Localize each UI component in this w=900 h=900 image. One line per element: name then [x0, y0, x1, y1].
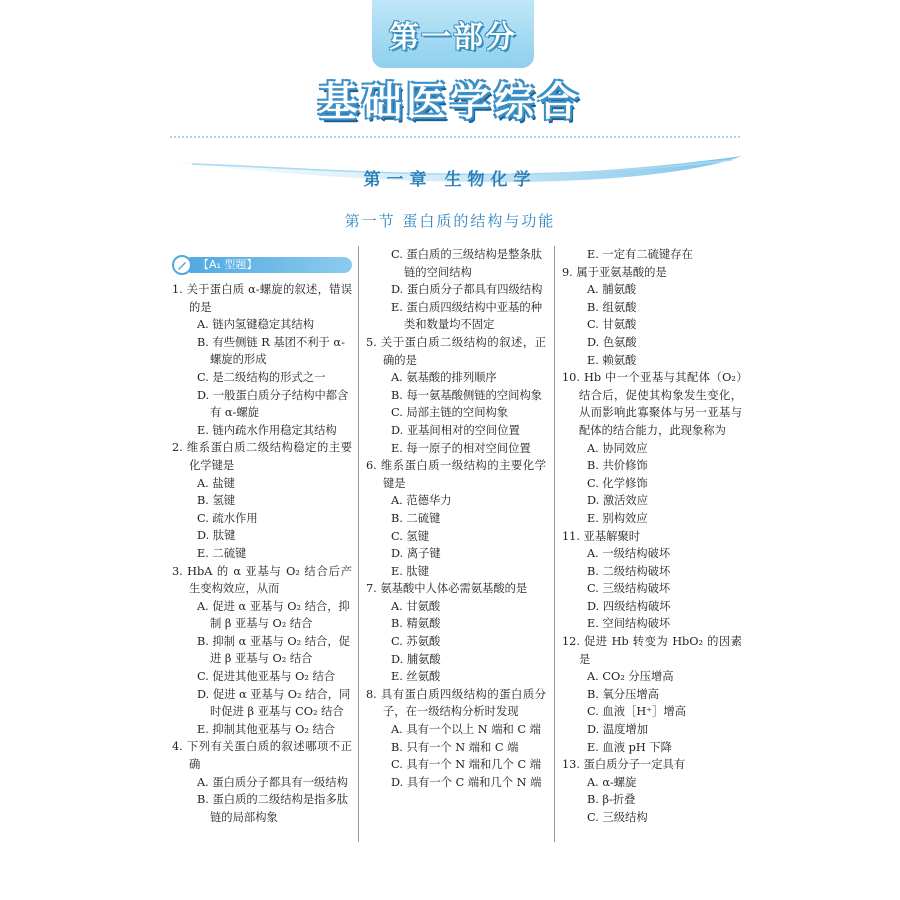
question-stem: 10. Hb 中一个亚基与其配体（O₂）结合后，促使其构象发生变化，从而影响此寡聚体与另一亚基与配体的结合能力，此现象称为	[562, 371, 742, 437]
option: C. 苏氨酸	[391, 635, 441, 649]
option: E. 链内疏水作用稳定其结构	[197, 423, 337, 437]
option: B. 氧分压增高	[587, 687, 659, 701]
option: C. 化学修饰	[587, 476, 648, 490]
option: A. 蛋白质分子都具有一级结构	[197, 775, 348, 789]
section-title: 第一节 蛋白质的结构与功能	[344, 212, 556, 230]
question-type-label: 【A₁ 型题】	[198, 258, 258, 271]
option: E. 一定有二硫键存在	[587, 248, 693, 261]
option: A. 盐键	[197, 476, 235, 490]
option: B. 二级结构破坏	[587, 564, 671, 578]
part-title: 第一部分	[389, 20, 517, 55]
option: A. 范德华力	[391, 494, 452, 508]
question-stem: 13. 蛋白质分子一定具有	[562, 758, 686, 772]
option: C. 血液［H⁺］增高	[587, 705, 687, 719]
option: D. 激活效应	[587, 494, 649, 508]
option: A. 协同效应	[587, 441, 648, 455]
option: B. β-折叠	[587, 793, 636, 807]
option: C. 氢键	[391, 529, 430, 543]
option: C. 三级结构破坏	[587, 582, 671, 596]
option: D. 温度增加	[587, 723, 649, 737]
question-stem: 7. 氨基酸中人体必需氨基酸的是	[366, 582, 528, 596]
question-stem: 3. HbA 的 α 亚基与 O₂ 结合后产生变构效应，从而	[172, 564, 352, 596]
option: A. 氨基酸的排列顺序	[391, 371, 497, 385]
option: E. 二硫键	[197, 546, 247, 560]
option: D. 色氨酸	[587, 335, 637, 349]
question-stem: 8. 具有蛋白质四级结构的蛋白质分子，在一级结构分析时发现	[366, 687, 546, 719]
option: D. 亚基间相对的空间位置	[391, 423, 520, 437]
option: E. 每一原子的相对空间位置	[391, 441, 531, 455]
option: E. 抑制其他亚基与 O₂ 结合	[197, 722, 336, 736]
option: C. 促进其他亚基与 O₂ 结合	[197, 670, 336, 684]
question-stem: 12. 促进 Hb 转变为 HbO₂ 的因素是	[562, 635, 742, 666]
option: B. 共价修饰	[587, 459, 648, 473]
option: C. 是二级结构的形式之一	[197, 370, 326, 384]
column-2	[366, 246, 546, 791]
book-title: 基础医学综合	[318, 79, 582, 125]
column-3	[562, 246, 742, 827]
option: C. 甘氨酸	[587, 318, 637, 332]
option: C. 三级结构	[587, 811, 648, 824]
option: E. 丝氨酸	[391, 670, 441, 684]
option: B. 有些侧链 R 基团不利于 α-螺旋的形成	[197, 335, 345, 367]
pen-icon	[172, 255, 192, 275]
option: E. 蛋白质四级结构中亚基的种类和数量均不固定	[391, 300, 542, 332]
question-stem: 2. 维系蛋白质二级结构稳定的主要化学键是	[172, 441, 352, 472]
question-stem: 4. 下列有关蛋白质的叙述哪项不正确	[172, 740, 352, 772]
option: E. 赖氨酸	[587, 353, 637, 367]
option: B. 二硫键	[391, 511, 441, 525]
column-divider	[554, 246, 555, 842]
chapter-title: 第一章 生物化学	[363, 170, 537, 190]
option: B. 组氨酸	[587, 300, 637, 314]
option: A. 脯氨酸	[587, 283, 637, 297]
option: D. 促进 α 亚基与 O₂ 结合，同时促进 β 亚基与 CO₂ 结合	[197, 687, 351, 719]
part-tab	[372, 0, 534, 68]
option: A. CO₂ 分压增高	[587, 670, 674, 684]
option: D. 离子键	[391, 547, 441, 561]
question-stem: 11. 亚基解聚时	[562, 529, 641, 543]
option: E. 血液 pH 下降	[587, 740, 672, 754]
option: B. 蛋白质的二级结构是指多肽链的局部构象	[197, 793, 349, 824]
question-stem: 9. 属于亚氨基酸的是	[562, 265, 667, 279]
option: D. 蛋白质分子都具有四级结构	[391, 283, 543, 297]
option: D. 肽键	[197, 529, 236, 543]
question-stem: 1. 关于蛋白质 α-螺旋的叙述，错误的是	[172, 283, 352, 314]
option: A. α-螺旋	[587, 775, 637, 789]
question-stem: 6. 维系蛋白质一级结构的主要化学键是	[366, 459, 546, 490]
option: B. 氢键	[197, 494, 236, 508]
option: D. 四级结构破坏	[587, 599, 671, 613]
option: A. 甘氨酸	[391, 599, 441, 613]
option: E. 肽键	[391, 564, 430, 578]
option: C. 具有一个 N 端和几个 C 端	[391, 758, 541, 772]
option: A. 链内氢键稳定其结构	[197, 318, 315, 332]
option: D. 具有一个 C 端和几个 N 端	[391, 775, 542, 789]
question-stem: 5. 关于蛋白质二级结构的叙述，正确的是	[366, 335, 546, 367]
column-1	[172, 246, 352, 826]
option: E. 空间结构破坏	[587, 617, 671, 631]
column-divider	[358, 246, 359, 842]
option: B. 抑制 α 亚基与 O₂ 结合，促进 β 亚基与 O₂ 结合	[197, 634, 350, 666]
option: B. 每一氨基酸侧链的空间构象	[391, 388, 543, 402]
option: D. 一般蛋白质分子结构中都含有 α-螺旋	[197, 388, 349, 420]
option: B. 只有一个 N 端和 C 端	[391, 740, 519, 754]
option: D. 脯氨酸	[391, 652, 441, 666]
option: B. 精氨酸	[391, 617, 441, 631]
option: A. 一级结构破坏	[587, 547, 671, 561]
option: C. 局部主链的空间构象	[391, 406, 509, 420]
option: E. 别构效应	[587, 511, 648, 525]
option: C. 疏水作用	[197, 511, 258, 525]
question-type-badge	[172, 255, 352, 275]
dotted-divider	[170, 136, 740, 138]
option: A. 具有一个以上 N 端和 C 端	[391, 723, 541, 737]
option: A. 促进 α 亚基与 O₂ 结合，抑制 β 亚基与 O₂ 结合	[197, 599, 350, 631]
option: C. 蛋白质的三级结构是整条肽链的空间结构	[391, 248, 542, 279]
